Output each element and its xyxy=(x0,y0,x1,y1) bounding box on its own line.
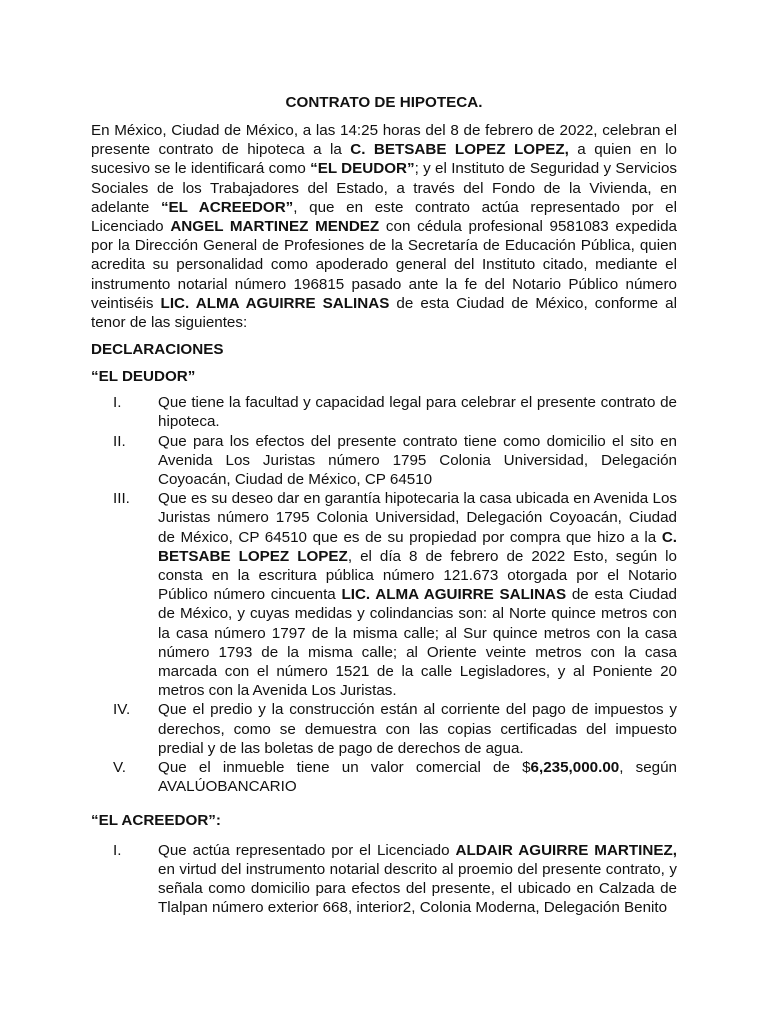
list-item-number: III. xyxy=(113,490,130,508)
bold-text-run: C. BETSABE LOPEZ LOPEZ, xyxy=(350,141,569,159)
bold-text-run: LIC. ALMA AGUIRRE SALINAS xyxy=(341,586,567,604)
text-run: ; y el Instituto de Seguridad y Servicios Sociales de los Trabajadores del Estado, a través del Fondo de la Vivienda, en adelante xyxy=(91,160,678,216)
list-item-text xyxy=(158,432,677,490)
text-run: , según AVALÚOBANCARIO xyxy=(158,759,677,796)
intro-paragraph xyxy=(91,121,677,332)
el-acreedor-list xyxy=(91,841,677,918)
list-item-number: II. xyxy=(113,432,126,450)
text-run: con cédula profesional 9581083 expedida por la Dirección General de Profesiones de la Secretaría de Educación Pública, quien acredita su personalidad como apoderado general del Instituto citado, mediante el instrumento notarial número 196815 pasado ante la fe del Notario Público número veintiséis xyxy=(91,218,678,312)
text-run: Que para los efectos del presente contrato tiene como domicilio el sito en Avenida Los Juristas número 1795 Colonia Universidad, Delegación Coyoacán, Ciudad de México, CP 64510 xyxy=(158,432,677,489)
list-item-number: IV. xyxy=(113,701,131,719)
text-run: de esta Ciudad de México, conforme al tenor de las siguientes: xyxy=(91,294,677,332)
el-deudor-heading: “EL DEUDOR” xyxy=(91,368,196,386)
text-run: Que es su deseo dar en garantía hipotecaria la casa ubicada en Avenida Los Juristas número 1795 Colonia Universidad, Delegación Coyoacán, Ciudad de México, CP 64510 que es de su propiedad por compra que hizo a la xyxy=(158,490,677,546)
text-run: Que actúa representado por el Licenciado xyxy=(158,841,456,859)
bold-text-run: C. BETSABE LOPEZ LOPEZ xyxy=(158,528,677,565)
list-item xyxy=(91,489,677,700)
text-run: Que el inmueble tiene un valor comercial de $ xyxy=(158,759,531,777)
bold-text-run: ANGEL MARTINEZ MENDEZ xyxy=(170,218,380,236)
list-item xyxy=(91,758,677,796)
bold-text-run: “EL ACREEDOR” xyxy=(160,198,294,216)
text-run: de esta Ciudad de México, y cuyas medidas y colindancias son: al Norte quince metros con la casa número 1797 de la misma calle; al Sur quince metros con la casa número 1793 de la misma calle; al Oriente veinte metros con la casa marcada con el número 1521 de la calle Legisladores, y al Poniente 20 metros con la Avenida Los Juristas. xyxy=(158,586,677,700)
bold-text-run: ALDAIR AGUIRRE MARTINEZ, xyxy=(455,841,677,859)
bold-text-run: 6,235,000.00 xyxy=(530,759,620,777)
bold-text-run: LIC. ALMA AGUIRRE SALINAS xyxy=(160,294,390,312)
text-run: , el día 8 de febrero de 2022 Esto, según lo consta en la escritura pública número 121.673 otorgada por el Notario Público número cincuenta xyxy=(158,547,677,604)
list-item-number: I. xyxy=(113,841,122,859)
list-item-number: V. xyxy=(113,759,126,777)
text-run: a quien en lo sucesivo se le identificará como xyxy=(91,141,677,178)
el-acreedor-heading: “EL ACREEDOR”: xyxy=(91,811,221,829)
text-run: En México, Ciudad de México, a las 14:25 horas del 8 de febrero de 2022, celebran el presente contrato de hipoteca a la xyxy=(91,122,677,159)
list-item-text xyxy=(158,393,677,431)
list-item-text xyxy=(158,841,677,918)
text-run: en virtud del instrumento notarial descrito al proemio del presente contrato, y señala como domicilio para efectos del presente, el ubicado en Calzada de Tlalpan número exterior 668, interior2, Colonia Moderna, Delegación Benito xyxy=(158,860,677,917)
list-item-number: I. xyxy=(113,394,122,412)
list-item xyxy=(91,841,677,918)
list-item xyxy=(91,432,677,490)
document-title: CONTRATO DE HIPOTECA. xyxy=(285,94,483,111)
list-item-text xyxy=(158,758,677,796)
list-item-text xyxy=(158,489,677,700)
el-deudor-list xyxy=(91,393,677,796)
list-item-text xyxy=(158,700,677,758)
declaraciones-heading: DECLARACIONES xyxy=(91,341,224,359)
list-item xyxy=(91,700,677,758)
text-run: Que tiene la facultad y capacidad legal para celebrar el presente contrato de hipoteca. xyxy=(158,394,677,431)
bold-text-run: “EL DEUDOR” xyxy=(310,160,415,178)
text-run: Que el predio y la construcción están al corriente del pago de impuestos y derechos, como se demuestra con las copias certificadas del impuesto predial y de las boletas de pago de derechos de agua. xyxy=(158,701,677,757)
text-run: , que en este contrato actúa representado por el Licenciado xyxy=(91,198,677,236)
list-item xyxy=(91,393,677,431)
